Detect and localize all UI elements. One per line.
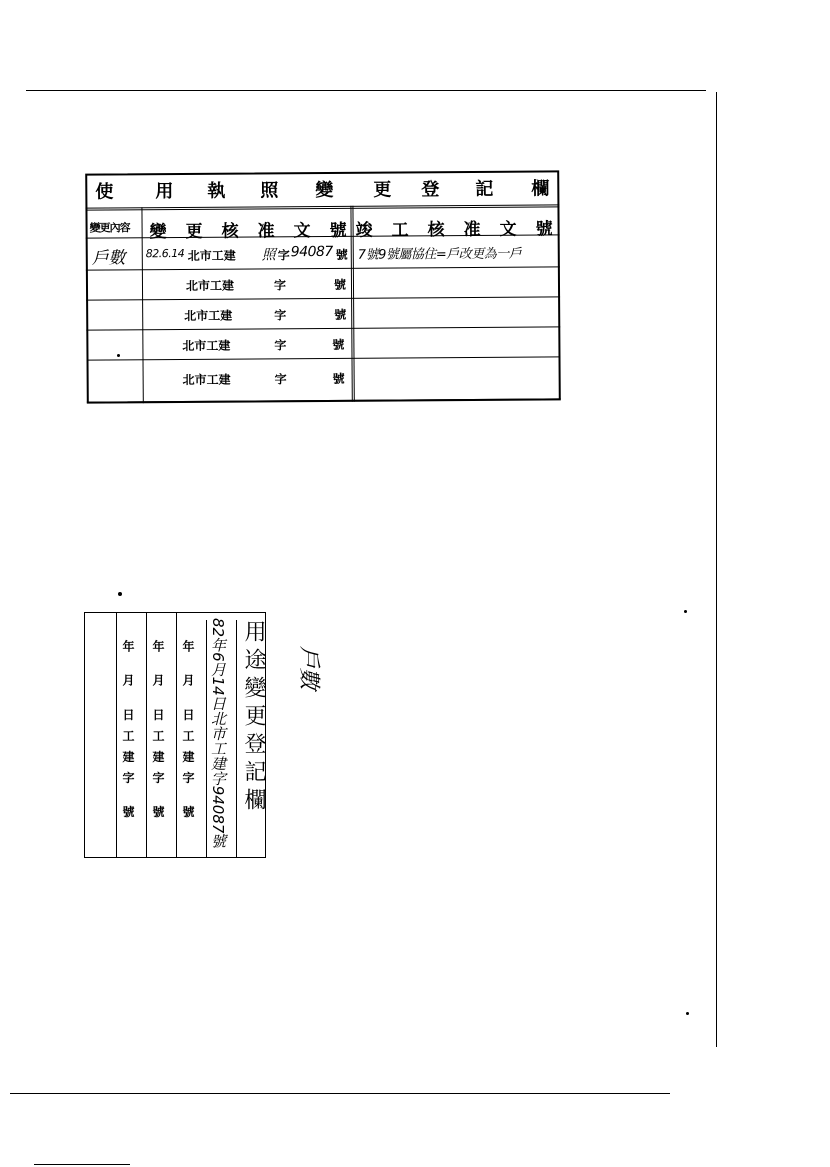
row1-change-prefix: 北市工建 <box>187 248 236 263</box>
row4-change-suffix: 號 <box>332 337 345 352</box>
row3-change-suffix: 號 <box>334 307 347 322</box>
stamp-card-rule <box>176 612 177 858</box>
header-completion-approval-char: 文 <box>499 219 517 240</box>
header-completion-approval-char: 工 <box>391 220 409 241</box>
header-completion-approval-char: 核 <box>427 220 445 241</box>
stamp-card-rule <box>206 620 207 858</box>
header-change-approval-char: 文 <box>293 221 311 242</box>
header-completion-approval-char: 竣 <box>355 220 373 241</box>
table-title-char: 更 <box>373 179 392 201</box>
row4-change-char: 字 <box>274 338 287 353</box>
header-change-approval-char: 准 <box>257 221 275 242</box>
scan-speck <box>684 610 687 613</box>
usage-permit-change-register-table <box>85 170 561 403</box>
table-title-char: 記 <box>475 178 494 200</box>
scan-speck <box>686 1012 689 1015</box>
header-change-content: 變更內容 <box>89 221 130 235</box>
stamp-card-line3: 年 月 日工建字 號 <box>151 640 165 827</box>
stamp-card-rule <box>116 612 117 858</box>
table-title-char: 照 <box>260 180 279 202</box>
header-completion-approval-char: 號 <box>535 219 553 240</box>
row1-completion-note: 7號9號屬協住=戶改更為一戶 <box>357 246 522 263</box>
row2-change-prefix: 北市工建 <box>185 278 235 293</box>
table-title-char: 使 <box>95 181 114 203</box>
row1-change-date: 82.6.14 <box>145 246 185 261</box>
row1-content: 戶數 <box>91 248 125 269</box>
stamp-card-line4: 年 月 日工建字 號 <box>121 640 135 827</box>
scan-edge-foot <box>34 1164 130 1165</box>
row1-change-suffix: 號 <box>335 247 348 262</box>
row1-change-type: 照 <box>261 247 276 264</box>
table-title-char: 執 <box>207 180 226 202</box>
scan-speck <box>118 592 122 596</box>
row3-change-prefix: 北市工建 <box>184 308 233 323</box>
row5-change-suffix: 號 <box>332 371 345 386</box>
table-title-char: 用 <box>155 181 174 203</box>
row5-change-prefix: 北市工建 <box>182 372 231 387</box>
row5-change-char: 字 <box>274 372 287 387</box>
stamp-card-line2: 年 月 日工建字 號 <box>181 640 195 827</box>
table-title-char: 欄 <box>531 178 550 200</box>
row1-change-char: 字 <box>277 248 290 263</box>
row3-change-char: 字 <box>274 308 287 323</box>
header-change-approval-char: 更 <box>185 221 203 242</box>
header-change-approval-char: 變 <box>149 222 167 243</box>
row4-change-prefix: 北市工建 <box>182 338 231 353</box>
scan-edge-right <box>716 92 717 1047</box>
stamp-card-title: 用途變更登記欄 <box>241 620 266 816</box>
row1-change-number: 94087 <box>290 243 333 261</box>
stamp-card-handwritten-note: 戶數 <box>296 645 322 690</box>
usage-change-stamp-card <box>84 612 322 858</box>
stamp-card-rule <box>146 612 147 858</box>
row2-change-char: 字 <box>273 278 287 293</box>
header-change-approval-char: 核 <box>221 221 239 242</box>
scan-edge-top <box>26 90 706 91</box>
table-title-char: 變 <box>315 179 334 202</box>
header-change-approval-char: 號 <box>329 220 347 241</box>
row2-change-suffix: 號 <box>333 277 347 292</box>
scan-edge-bottom <box>10 1093 670 1094</box>
header-completion-approval-char: 准 <box>463 219 481 241</box>
stamp-card-line1: 82年6月14日北市工建字94087號 <box>209 618 227 849</box>
stamp-card-rule <box>236 620 237 858</box>
table-title-char: 登 <box>421 179 440 201</box>
